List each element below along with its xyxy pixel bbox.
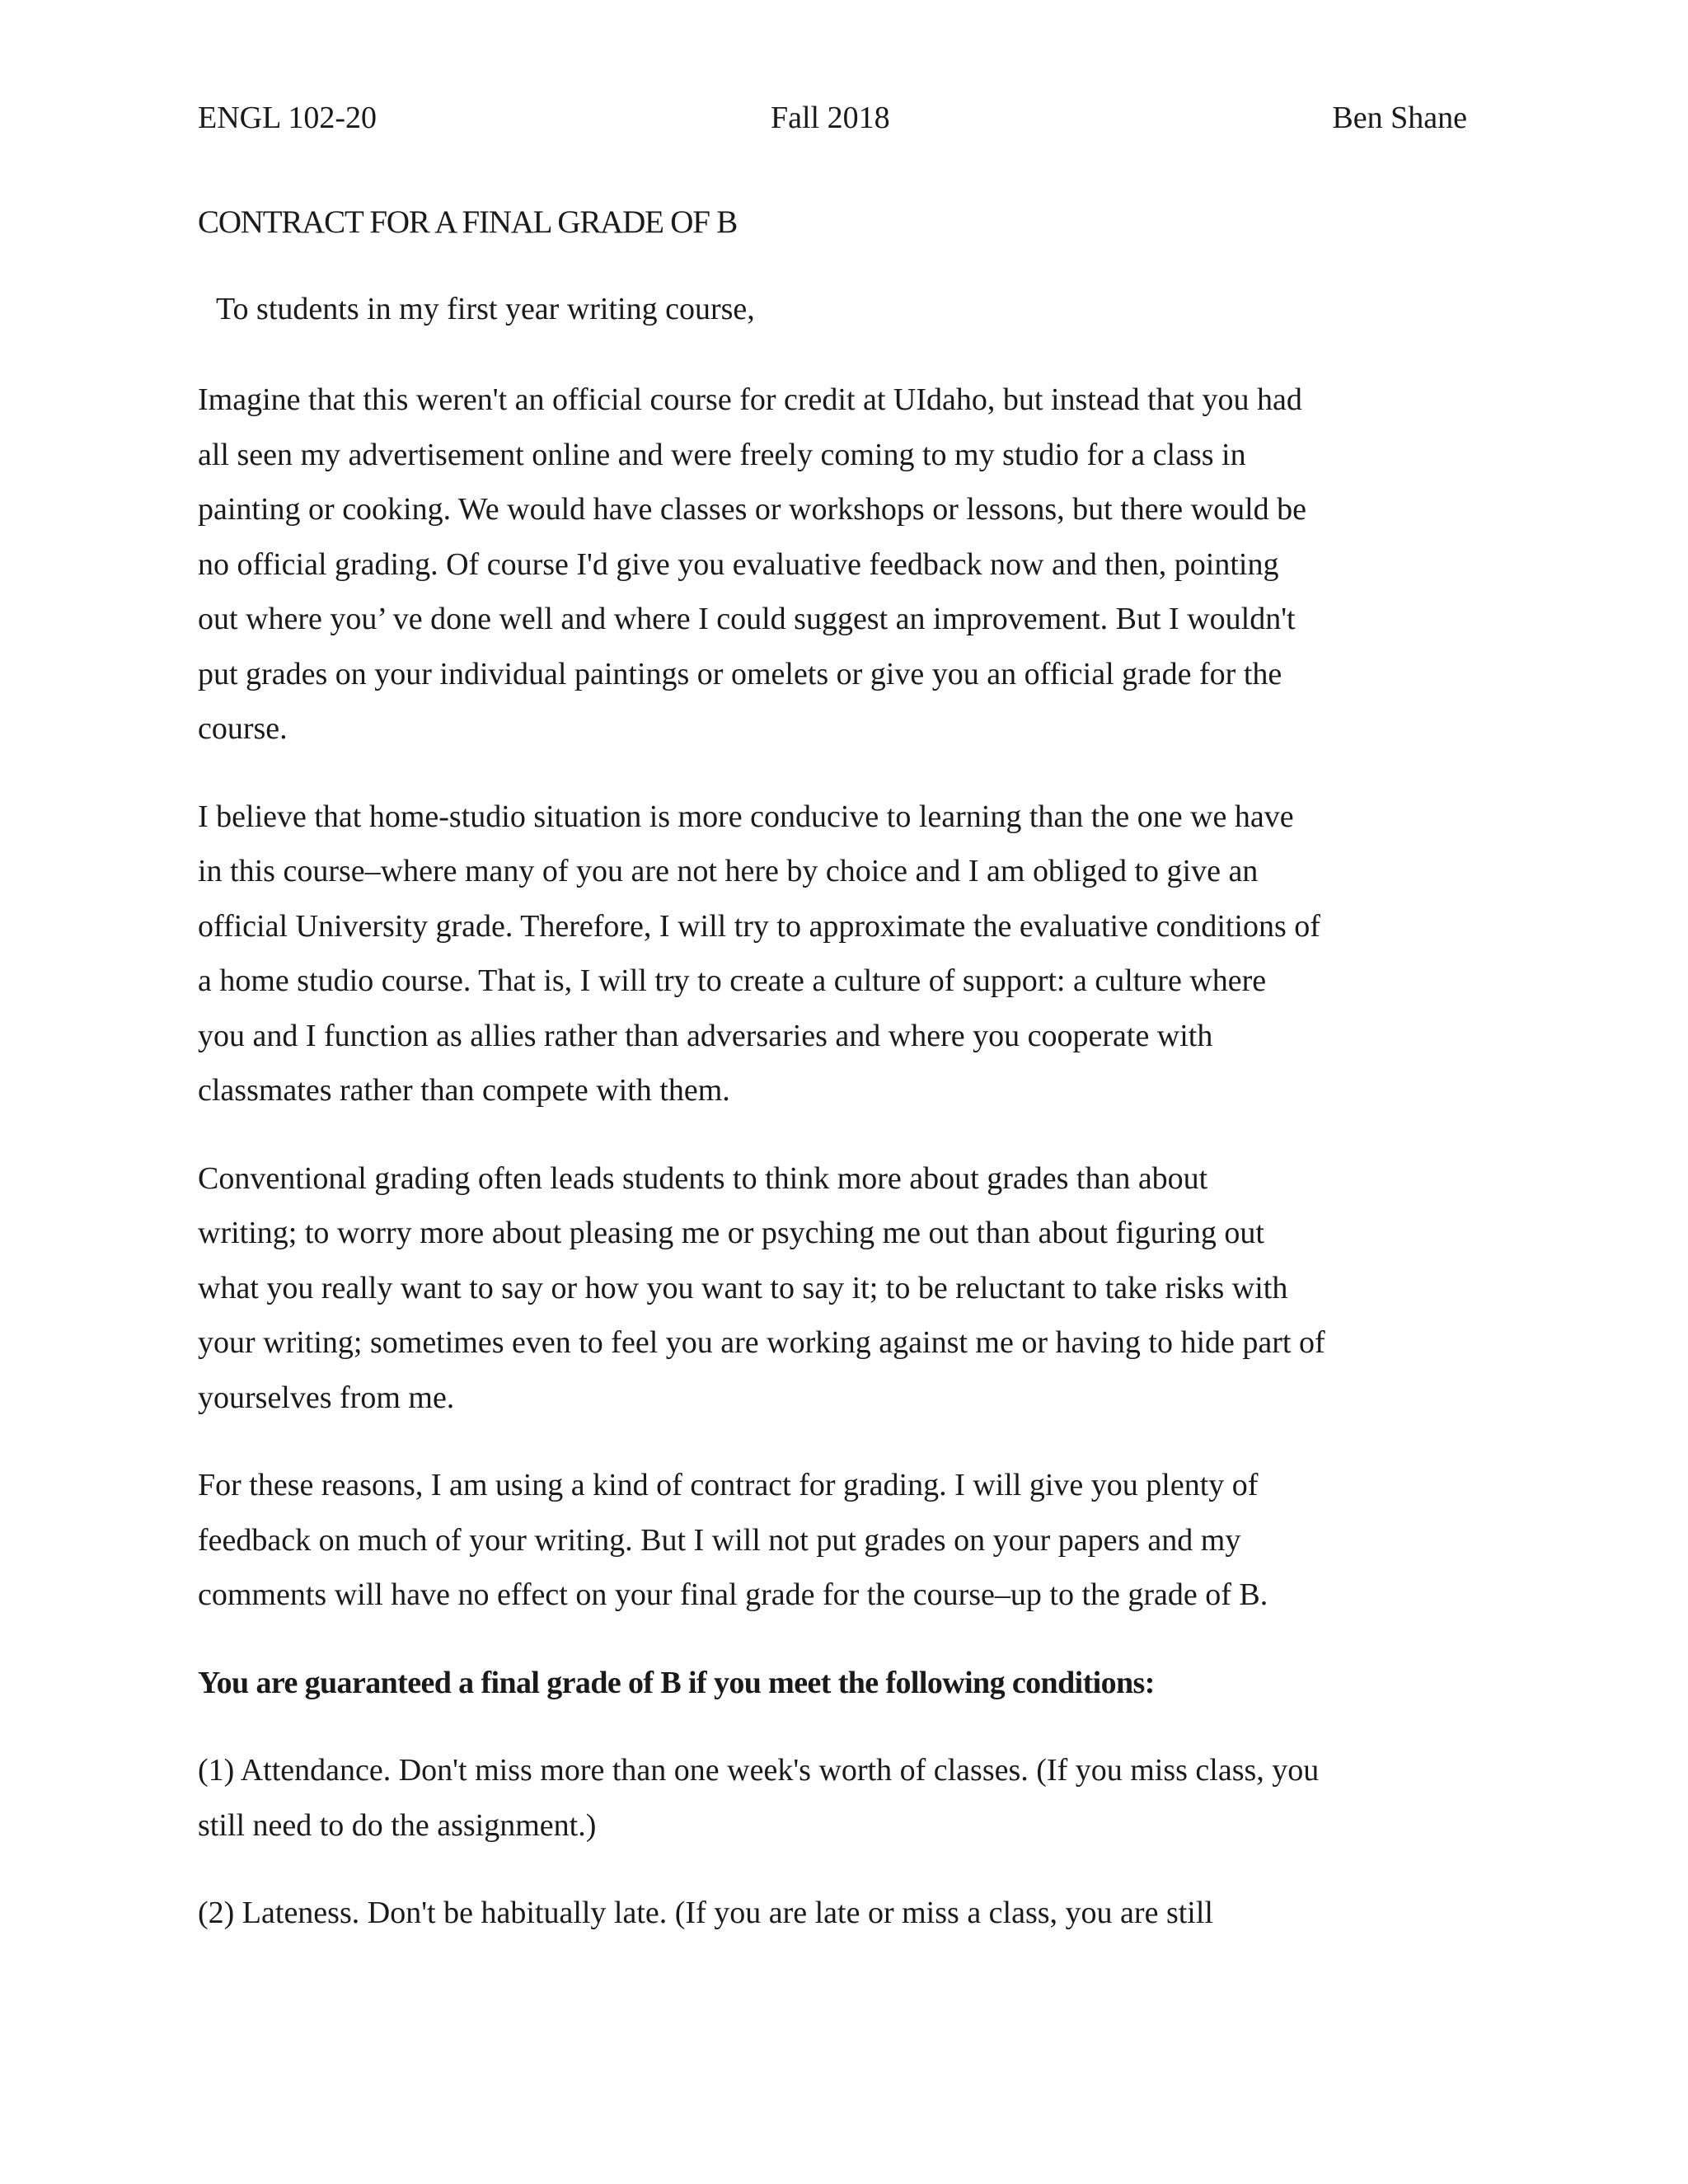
text-line: (2) Lateness. Don't be habitually late. (If you are late or miss a class, you are still <box>198 1896 1213 1930</box>
page-header <box>198 97 1467 138</box>
text-line: You are guaranteed a final grade of B if you meet the following conditions: <box>198 1665 1155 1700</box>
text-line: Conventional grading often leads students to think more about grades than about <box>198 1160 1208 1196</box>
instructor-name: Ben Shane <box>1332 101 1467 135</box>
text-line: out where you’ ve done well and where I could suggest an improvement. But I wouldn't <box>198 602 1296 636</box>
text-line: in this course–where many of you are not here by choice and I am obliged to give an <box>198 854 1259 888</box>
document-page <box>198 0 1467 2184</box>
text-line: writing; to worry more about pleasing me or psyching me out than about figuring out <box>198 1216 1264 1250</box>
text-line: course. <box>198 711 288 746</box>
text-line: (1) Attendance. Don't miss more than one week's worth of classes. (If you miss class, you <box>198 1753 1320 1788</box>
document-title: CONTRACT FOR A FINAL GRADE OF B <box>198 204 738 240</box>
text-line: I believe that home-studio situation is more conducive to learning than the one we have <box>198 799 1294 834</box>
text-line: no official grading. Of course I'd give you evaluative feedback now and then, pointing <box>198 546 1279 582</box>
course-code: ENGL 102-20 <box>198 101 377 135</box>
text-line: yourselves from me. <box>198 1380 455 1415</box>
salutation: To students in my first year writing course, <box>216 292 755 326</box>
text-line: comments will have no effect on your final grade for the course–up to the grade of B. <box>198 1577 1268 1612</box>
text-line: still need to do the assignment.) <box>198 1807 597 1843</box>
condition-lateness <box>198 1886 1484 1941</box>
text-line: you and I function as allies rather than adversaries and where you cooperate with <box>198 1018 1213 1053</box>
text-line: For these reasons, I am using a kind of contract for grading. I will give you plenty of <box>198 1468 1259 1502</box>
document-body <box>198 373 1484 1974</box>
text-line: classmates rather than compete with them. <box>198 1073 730 1108</box>
paragraph-studio-analogy <box>198 373 1484 757</box>
term: Fall 2018 <box>771 101 890 135</box>
paragraph-contract-grading <box>198 1458 1484 1623</box>
text-line: put grades on your individual paintings or omelets or give you an official grade for the <box>198 656 1282 691</box>
condition-attendance <box>198 1743 1484 1853</box>
text-line: a home studio course. That is, I will try to create a culture of support: a culture where <box>198 963 1267 998</box>
guarantee-heading <box>198 1656 1484 1711</box>
text-line: your writing; sometimes even to feel you are working against me or having to hide part of <box>198 1325 1325 1360</box>
text-line: Imagine that this weren't an official course for credit at UIdaho, but instead that you had <box>198 382 1302 417</box>
text-line: painting or cooking. We would have classes or workshops or lessons, but there would be <box>198 492 1307 527</box>
paragraph-culture-of-support <box>198 790 1484 1118</box>
text-line: feedback on much of your writing. But I will not put grades on your papers and my <box>198 1522 1241 1558</box>
paragraph-conventional-grading <box>198 1151 1484 1426</box>
text-line: official University grade. Therefore, I will try to approximate the evaluative conditions of <box>198 908 1320 944</box>
text-line: what you really want to say or how you want to say it; to be reluctant to take risks with <box>198 1270 1288 1305</box>
text-line: all seen my advertisement online and were freely coming to my studio for a class in <box>198 437 1246 472</box>
